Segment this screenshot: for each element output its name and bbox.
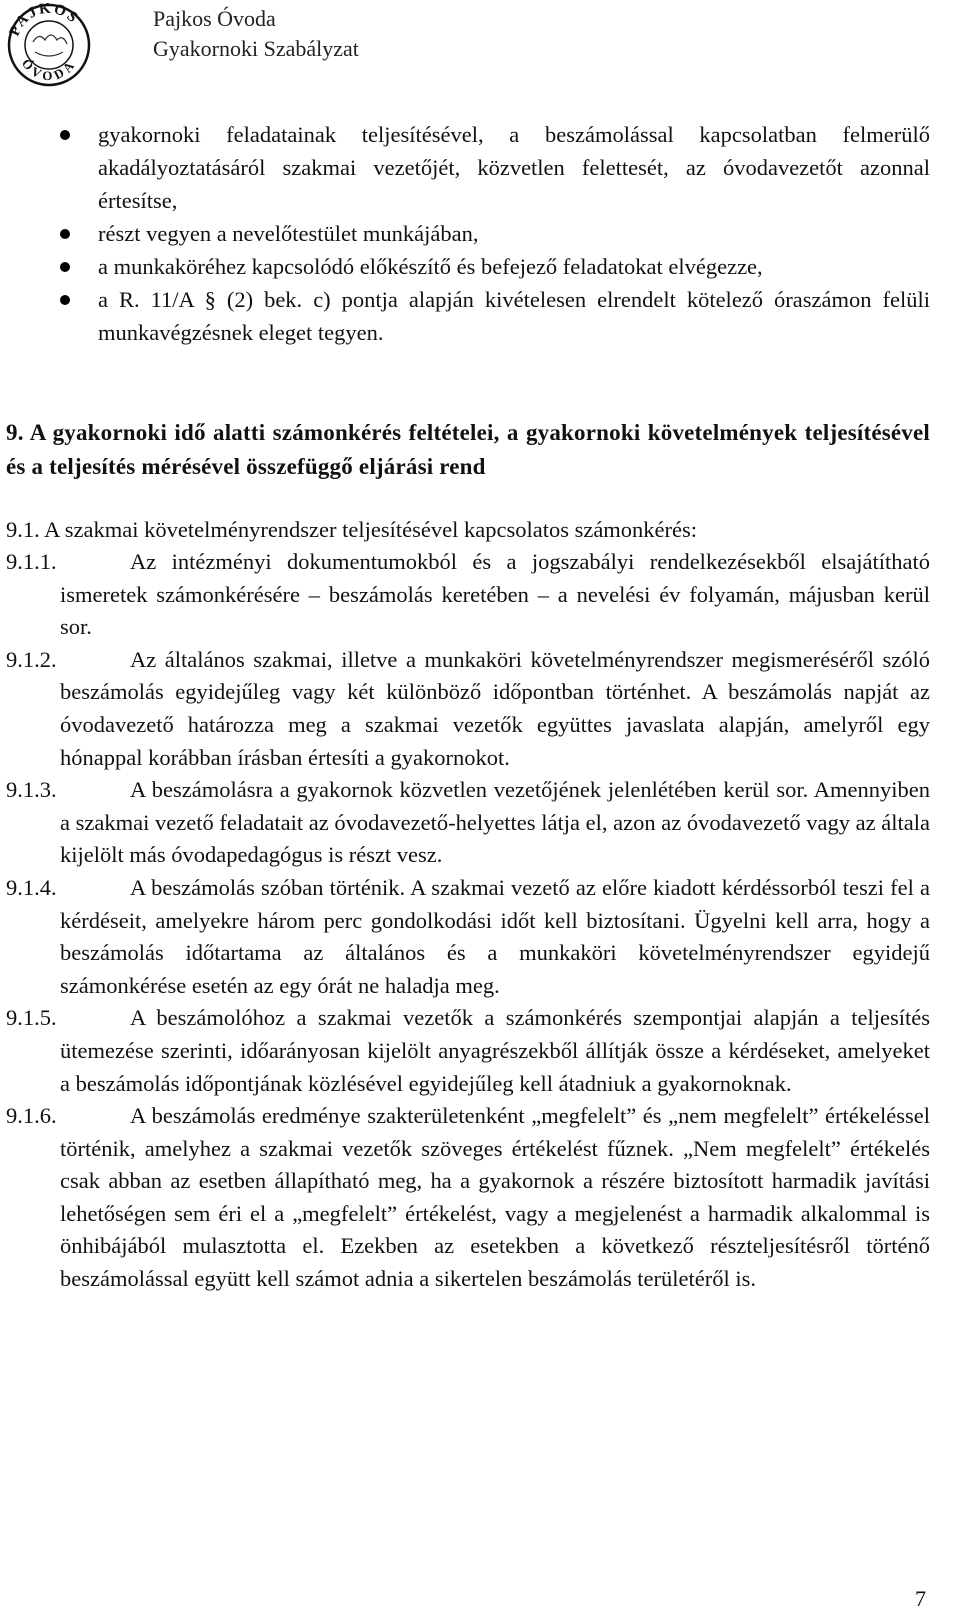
- bullet-list: [60, 118, 930, 349]
- page-number: 7: [915, 1586, 926, 1611]
- header-subtitle: Gyakornoki Szabályzat: [153, 36, 359, 61]
- subsection-heading: 9.1. A szakmai követelményrendszer teljesítésével kapcsolatos számonkérés:: [6, 517, 698, 542]
- paragraph-text: A beszámolásra a gyakornok közvetlen vezetőjének jelenlétében kerül sor. Amennyiben a szakmai vezető feladatait az óvodavezető-helyettes látja el, azon az óvodavezető vagy az általa kijelölt más óvodapedagógus is részt vesz.: [60, 777, 930, 868]
- paragraph-text: A beszámolóhoz a szakmai vezetők a számonkérés szempontjai alapján a teljesítés ütemezése szerinti, időarányosan kijelölt anyagrészekből állítják össze a kérdéseket, amelyeket a beszámolás időpontjának közlésével egyidejűleg kell átadniuk a gyakornoknak.: [60, 1005, 930, 1096]
- logo-text-bottom: ÓVODA: [18, 55, 80, 84]
- paragraph: [6, 872, 930, 1002]
- list-item: a R. 11/A § (2) bek. c) pontja alapján kivételesen elrendelt kötelező óraszámon felüli munkavégzésnek eleget tegyen.: [60, 283, 930, 349]
- kindergarten-logo: [3, 2, 101, 88]
- paragraph-number: 9.1.6.: [6, 1103, 57, 1129]
- paragraph: [6, 644, 930, 774]
- numbered-paragraphs: [6, 546, 930, 1296]
- list-item: a munkaköréhez kapcsolódó előkészítő és befejező feladatokat elvégezze,: [60, 250, 930, 283]
- paragraph-text: A beszámolás szóban történik. A szakmai vezető az előre kiadott kérdéssorból teszi fel a kérdéseit, amelyekre három perc gondolkodási időt kell biztosítani. Ügyelni kell arra, hogy a beszámolás időtartama az általános és a munkaköri követelményrendszer egyidejű számonkérése esetén az egy órát ne haladja meg.: [60, 874, 930, 998]
- list-item: részt vegyen a nevelőtestület munkájában,: [60, 217, 930, 250]
- paragraph: [6, 546, 930, 644]
- section-heading: 9. A gyakornoki idő alatti számonkérés feltételei, a gyakornoki követelmények teljesítésével és a teljesítés mérésével összefüggő eljárási rend: [6, 420, 930, 479]
- list-item: gyakornoki feladatainak teljesítésével, a beszámolással kapcsolatban felmerülő akadályoztatásáról szakmai vezetőjét, közvetlen felettesét, az óvodavezetőt azonnal értesítse,: [60, 118, 930, 217]
- paragraph: [6, 1002, 930, 1100]
- paragraph-number: 9.1.1.: [6, 549, 57, 574]
- paragraph: [6, 774, 930, 872]
- paragraph-text: Az intézményi dokumentumokból és a jogszabályi rendelkezésekből elsajátítható ismeretek számonkérésére – beszámolás keretében – a nevelési év folyamán, májusban kerül sor.: [60, 549, 930, 640]
- paragraph-number: 9.1.2.: [6, 646, 57, 672]
- paragraph: [6, 1100, 930, 1296]
- paragraph-number: 9.1.3.: [6, 777, 57, 803]
- logo-text-top: PAJKOS: [6, 2, 82, 39]
- header-title: Pajkos Óvoda: [153, 6, 276, 31]
- paragraph-text: Az általános szakmai, illetve a munkaköri követelményrendszer megismeréséről szóló beszámolás egyidejűleg vagy két különböző időpontban történhet. A beszámolás napját az óvodavezető határozza meg a szakmai vezetők együttes javaslata alapján, amelyről egy hónappal korábban írásban értesíti a gyakornokot.: [60, 646, 930, 770]
- paragraph-number: 9.1.4.: [6, 874, 57, 900]
- document-header: [153, 4, 359, 64]
- paragraph-number: 9.1.5.: [6, 1005, 57, 1031]
- paragraph-text: A beszámolás eredménye szakterületenként „megfelelt” és „nem megfelelt” értékeléssel történik, amelyhez a szakmai vezetők szöveges értékelést fűznek. „Nem megfelelt” értékelés csak abban az esetben állapítható meg, ha a gyakornok a részére biztosított harmadik javítási lehetőségen sem éri el a „megfelelt” értékelést, vagy a megjelenést a harmadik alkalommal is önhibájából mulasztotta el. Ezekben az esetekben a következő részteljesítésről történő beszámolással együtt kell számot adnia a sikertelen beszámolás területéről is.: [60, 1103, 930, 1292]
